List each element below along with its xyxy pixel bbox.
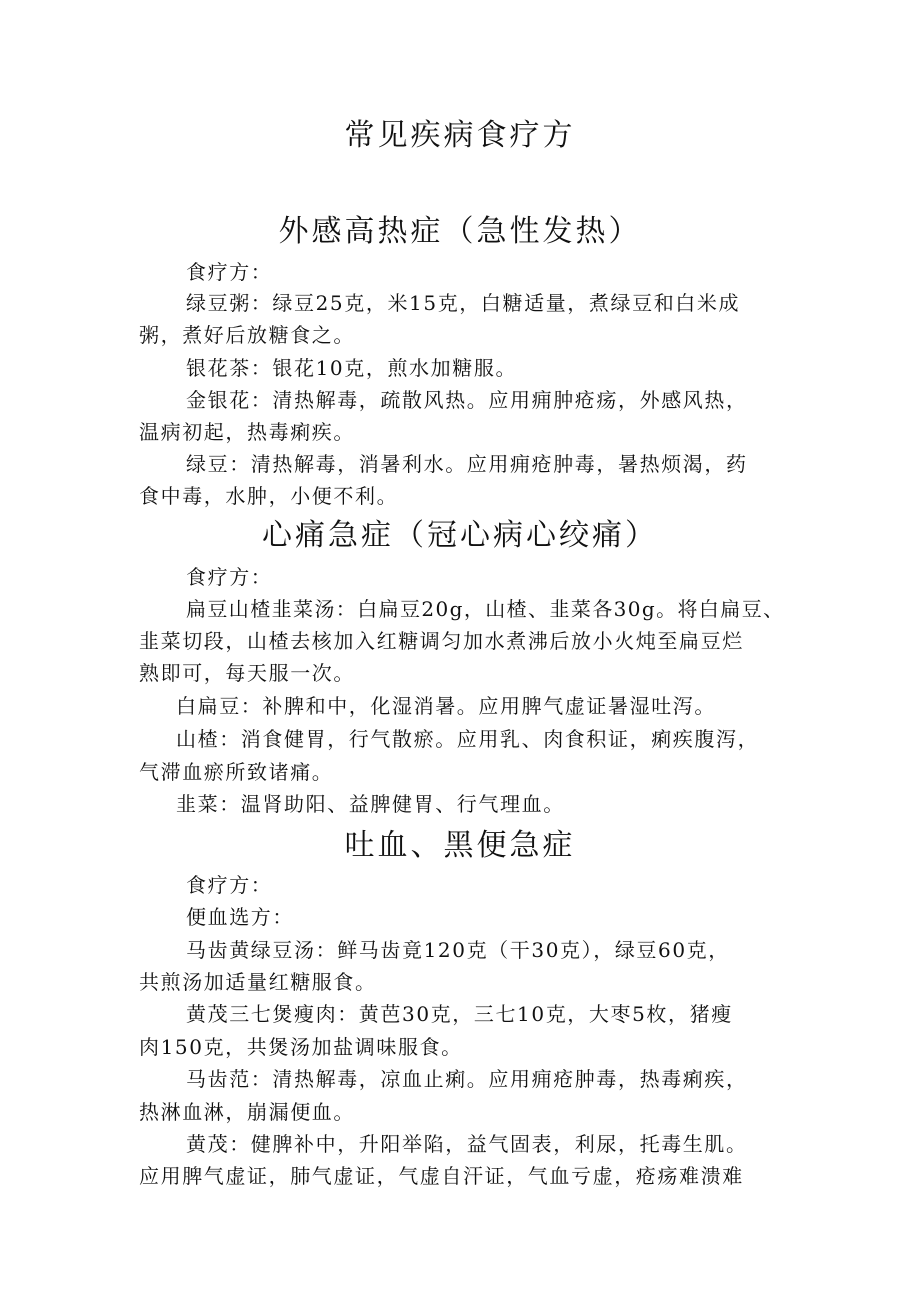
document-title: 常见疾病食疗方 (344, 118, 576, 153)
paragraph-line: 食中毒，水肿，小便不利。 (139, 484, 399, 508)
paragraph-line: 肉150克，共煲汤加盐调味服食。 (139, 1035, 463, 1059)
paragraph-line: 共煎汤加适量红糖服食。 (139, 970, 377, 994)
paragraph-line: 食疗方： (186, 260, 273, 284)
paragraph-line: 韭菜切段，山楂去核加入红糖调匀加水煮沸后放小火炖至扁豆烂 (139, 629, 744, 653)
paragraph-line: 白扁豆：补脾和中，化湿消暑。应用脾气虚证暑湿吐泻。 (176, 694, 716, 718)
section-heading-bleeding: 吐血、黑便急症 (344, 828, 576, 863)
paragraph-line: 韭菜：温肾助阳、益脾健胃、行气理血。 (176, 792, 565, 816)
paragraph-line: 黄茂三七煲瘦肉：黄芭30克，三七10克，大枣5枚，猪瘦 (186, 1002, 733, 1026)
paragraph-line: 热淋血淋，崩漏便血。 (139, 1100, 355, 1124)
section-heading-fever: 外感高热症（急性发热） (278, 214, 642, 249)
paragraph-line: 便血选方： (186, 905, 294, 929)
paragraph-line: 温病初起，热毒痢疾。 (139, 420, 355, 444)
paragraph-line: 银花茶：银花10克，煎水加糖服。 (186, 356, 518, 380)
paragraph-line: 气滞血瘀所致诸痛。 (139, 760, 334, 784)
section-heading-angina: 心痛急症（冠心病心绞痛） (262, 518, 658, 553)
paragraph-line: 绿豆：清热解毒，消暑利水。应用痈疮肿毒，暑热烦渴，药 (186, 452, 748, 476)
paragraph-line: 金银花：清热解毒，疏散风热。应用痈肿疮疡，外感风热， (186, 388, 748, 412)
paragraph-line: 食疗方： (186, 565, 273, 589)
paragraph-line: 绿豆粥：绿豆25克，米15克，白糖适量，煮绿豆和白米成 (186, 291, 741, 315)
paragraph-line: 山楂：消食健胃，行气散瘀。应用乳、肉食积证，痢疾腹泻， (176, 727, 760, 751)
paragraph-line: 熟即可，每天服一次。 (139, 661, 355, 685)
paragraph-line: 马齿范：清热解毒，凉血止痢。应用痈疮肿毒，热毒痢疾， (186, 1067, 748, 1091)
paragraph-line: 扁豆山楂韭菜汤：白扁豆20g，山楂、韭菜各30g。将白扁豆、 (186, 597, 785, 621)
paragraph-line: 马齿黄绿豆汤：鲜马齿竟120克（干30克），绿豆60克， (186, 938, 730, 962)
paragraph-line: 应用脾气虚证，肺气虚证，气虚自汗证，气血亏虚，疮疡难溃难 (139, 1164, 744, 1188)
paragraph-line: 黄茂：健脾补中，升阳举陷，益气固表，利尿，托毒生肌。 (186, 1132, 748, 1156)
paragraph-line: 食疗方： (186, 873, 273, 897)
paragraph-line: 粥，煮好后放糖食之。 (139, 323, 355, 347)
